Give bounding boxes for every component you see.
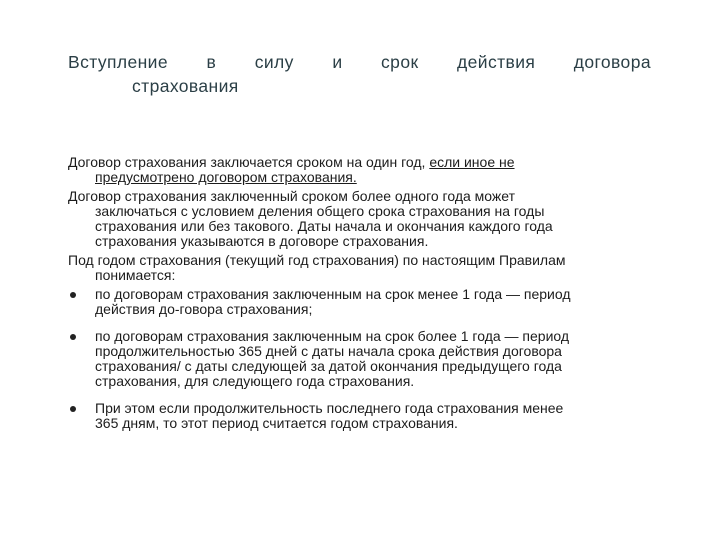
title-word: срок (381, 52, 419, 72)
bullet-text: по договорам страхования заключенным на срок менее 1 года — период (95, 286, 571, 302)
bullet-text: страхования, для следующего года страхования. (95, 373, 415, 389)
paragraph-term (68, 155, 648, 185)
paragraph-definition (68, 253, 648, 283)
title-line-1 (68, 50, 651, 74)
slide-title (68, 50, 668, 98)
paragraph-text: Договор страхования заключается сроком на один год, (68, 154, 430, 170)
bullet-dot-icon (70, 334, 76, 340)
bullet-text: При этом если продолжительность последнего года страхования менее (95, 400, 564, 416)
paragraph-multi-year (68, 189, 648, 249)
paragraph-text: заключаться с условием деления общего срока страхования на годы (95, 203, 545, 219)
paragraph-underlined-text: предусмотрено договором страхования. (95, 169, 357, 185)
paragraph-underlined-text: если иное не (429, 154, 515, 170)
title-word: договора (573, 52, 651, 72)
title-word: Вступление (68, 52, 168, 72)
paragraph-text: понимается: (95, 267, 176, 283)
paragraph-text: Договор страхования заключенный сроком более одного года может (68, 188, 516, 204)
title-line-2: страхования (132, 76, 239, 96)
paragraph-text: Под годом страхования (текущий год страхования) по настоящим Правилам (68, 252, 566, 268)
title-word: силу (254, 52, 294, 72)
bullet-dot-icon (70, 292, 76, 298)
paragraph-text: страхования указываются в договоре страхования. (95, 233, 429, 249)
bullet-item (68, 329, 648, 389)
bullet-text: продолжительностью 365 дней с даты начала срока действия договора (95, 343, 562, 359)
bullet-text: страхования/ с даты следующей за датой окончания предыдущего года (95, 358, 562, 374)
title-word: в (206, 52, 217, 72)
bullet-text: по договорам страхования заключенным на срок более 1 года — период (95, 328, 570, 344)
title-word: действия (457, 52, 536, 72)
title-word: и (332, 52, 343, 72)
bullet-item (68, 401, 648, 431)
bullet-text: действия до-говора страхования; (95, 301, 313, 317)
bullet-text: 365 дням, то этот период считается годом страхования. (95, 415, 458, 431)
slide-body (68, 155, 648, 443)
bullet-item (68, 287, 648, 317)
paragraph-text: страхования или без такового. Даты начала и окончания каждого года (95, 218, 553, 234)
bullet-dot-icon (70, 406, 76, 412)
